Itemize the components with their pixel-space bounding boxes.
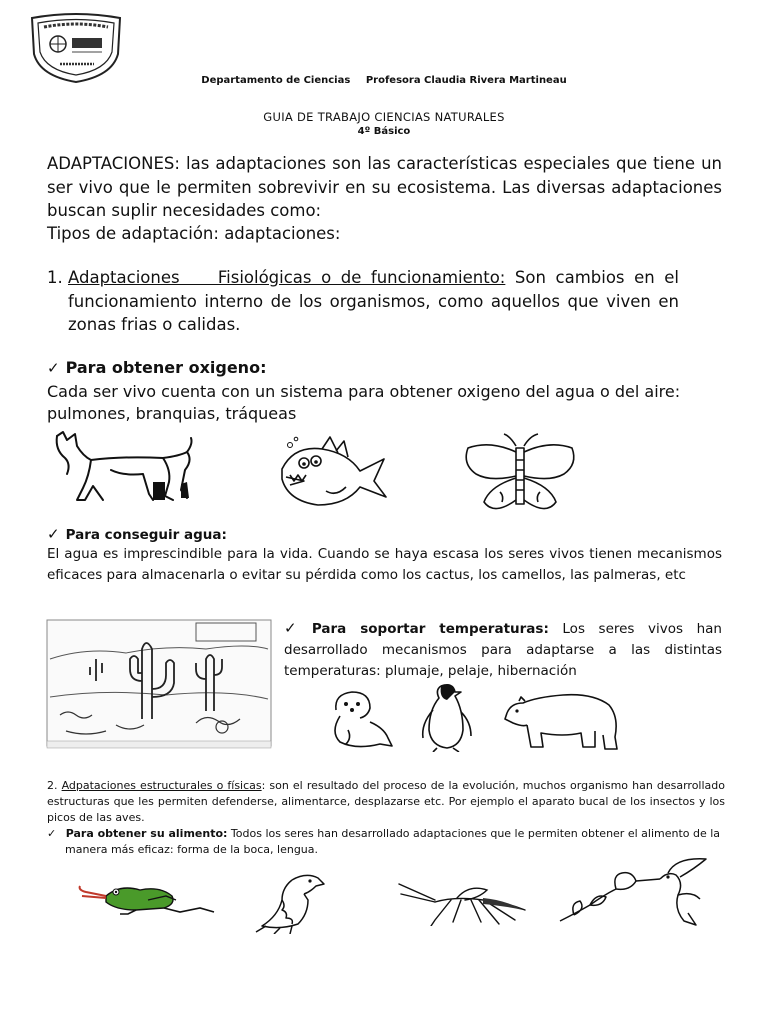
alimento-heading: Para obtener su alimento: [65, 827, 228, 840]
tipos-line: Tipos de adaptación: adaptaciones: [47, 224, 341, 243]
check-icon: ✓ [284, 619, 306, 637]
item2-number: 2. [47, 779, 58, 792]
teacher-label: Profesora Claudia Rivera Martineau [365, 75, 567, 86]
item1-paragraph [47, 266, 679, 337]
document-title: GUIA DE TRABAJO CIENCIAS NATURALES [263, 110, 505, 124]
intro-heading: ADAPTACIONES: [47, 154, 180, 173]
intro-text: las adaptaciones son las características especiales que tiene un ser vivo que le permiten sobrevivir en su ecosistema. Las diversas adaptaciones buscan suplir necesidades como: [47, 154, 722, 220]
grade-label: 4º Básico [357, 126, 411, 137]
oxigeno-heading-line [47, 358, 266, 377]
item2-paragraph [47, 778, 725, 826]
item1-text: Son cambios en el funcionamiento interno de los organismos, como aquellos que viven en zonas frias o calidas. [68, 268, 679, 334]
check-icon: ✓ [47, 525, 60, 543]
butterfly-drawing [460, 432, 580, 518]
oxigeno-text: Cada ser vivo cuenta con un sistema para obtener oxigeno del agua o del aire: pulmones, branquias, tráqueas [47, 382, 681, 423]
check-icon: ✓ [47, 827, 57, 840]
department-label: Departamento de Ciencias [201, 75, 351, 86]
seal-drawing [326, 688, 396, 750]
item1-heading: Adaptaciones Fisiológicas o de funcionamiento: [68, 268, 506, 287]
temperaturas-heading: Para soportar temperaturas: [311, 621, 549, 637]
temperaturas-paragraph [284, 618, 722, 682]
frog-drawing [76, 882, 218, 916]
oxigeno-heading: Para obtener oxigeno: [65, 358, 267, 377]
temperaturas-text: Los seres vivos han desarrollado mecanismos para adaptarse a las distintas temperaturas: plumaje, pelaje, hibernación [284, 621, 722, 679]
alimento-text: Todos los seres han desarrollado adaptaciones que le permiten obtener el alimento de la manera más eficaz: forma de la boca, lengua. [65, 827, 721, 856]
desert-cactus-drawing [46, 619, 272, 750]
document-header [0, 75, 768, 86]
donkey-drawing [53, 430, 196, 504]
intro-paragraph [47, 152, 722, 223]
school-shield-logo [26, 12, 126, 84]
item2-heading: Adpataciones estructurales o físicas [61, 779, 262, 792]
alimento-paragraph [47, 826, 743, 858]
item2-text: : son el resultado del proceso de la evolución, muchos organismo han desarrollado estructuras que les permiten defenderse, alimentarce, desplazarse etc. Por ejemplo el aparato bucal de los insectos y los picos de las aves. [47, 779, 725, 824]
polar-bear-drawing [503, 687, 621, 753]
agua-text: El agua es imprescindible para la vida. Cuando se haya escasa los seres vivos tienen mecanismos eficaces para almacenarla o evitar su pérdida como los cactus, los camellos, las palmeras, etc [47, 546, 722, 583]
check-icon: ✓ [47, 359, 60, 377]
hummingbird-drawing [556, 855, 712, 927]
penguin-drawing [417, 680, 477, 752]
eagle-drawing [252, 870, 328, 934]
agua-heading-line [47, 525, 227, 543]
fish-drawing [276, 435, 388, 515]
item1-number: 1. [47, 268, 63, 287]
mosquito-drawing [395, 880, 535, 926]
agua-heading: Para conseguir agua: [65, 527, 227, 543]
